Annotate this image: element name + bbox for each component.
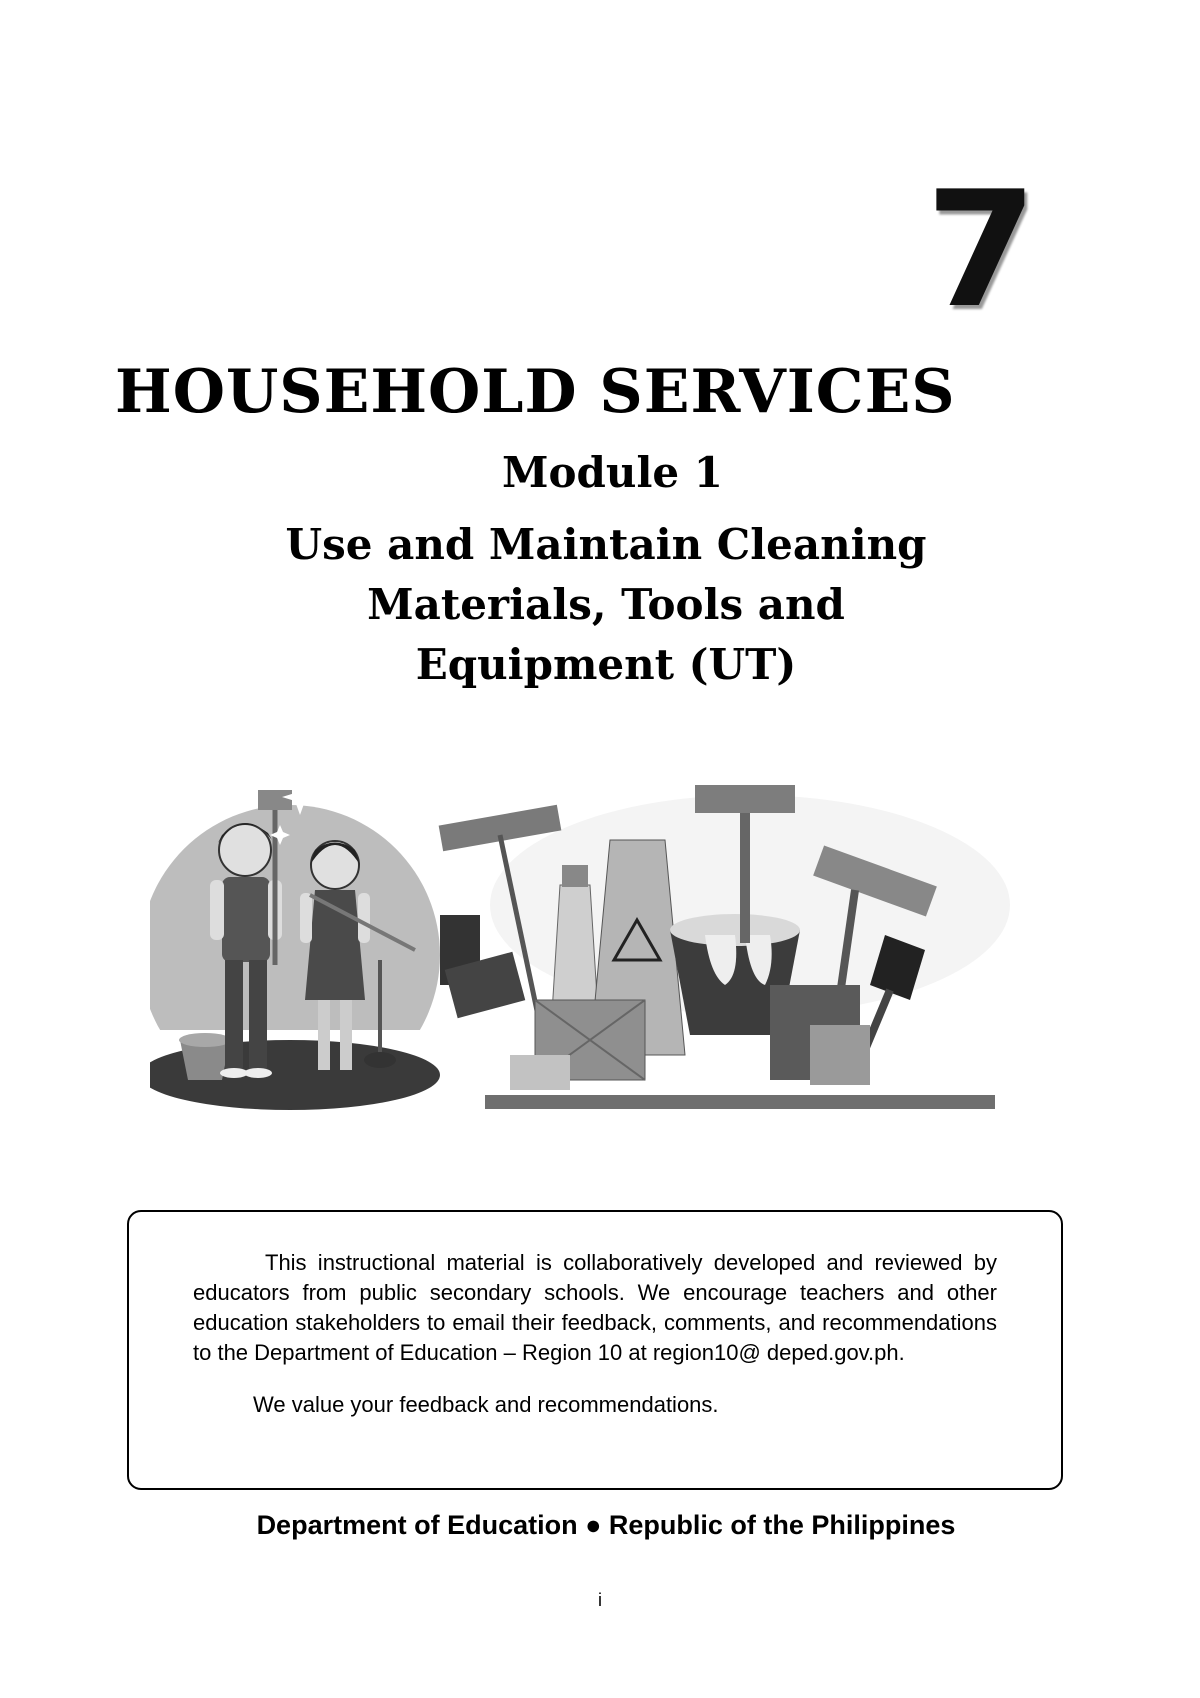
feedback-info-box <box>127 1210 1063 1490</box>
subtitle-line: Use and Maintain Cleaning <box>285 520 927 569</box>
subtitle-line: Materials, Tools and <box>367 580 845 629</box>
footer-department: Department of Education ● Republic of the Philippines <box>256 1510 956 1540</box>
cover-illustration <box>150 785 1030 1125</box>
info-paragraph: We value your feedback and recommendations. <box>253 1392 719 1417</box>
page-number: i <box>598 1590 602 1610</box>
module-label: Module 1 <box>502 448 723 497</box>
subtitle-line: Equipment (UT) <box>415 640 797 689</box>
grade-number: 7 <box>925 156 1037 343</box>
cleaning-tools-icon <box>439 785 1010 1109</box>
module-subtitle <box>0 515 1200 695</box>
page-title: HOUSEHOLD SERVICES <box>115 357 956 427</box>
cleaners-people-icon <box>150 785 455 1125</box>
info-paragraph: This instructional material is collaboratively developed and reviewed by educators from public secondary schools. We encourage teachers and other education stakeholders to email their feedback, comments, and recommendations to the Department of Education – Region 10 at region10@ deped.gov.ph. <box>193 1250 997 1365</box>
